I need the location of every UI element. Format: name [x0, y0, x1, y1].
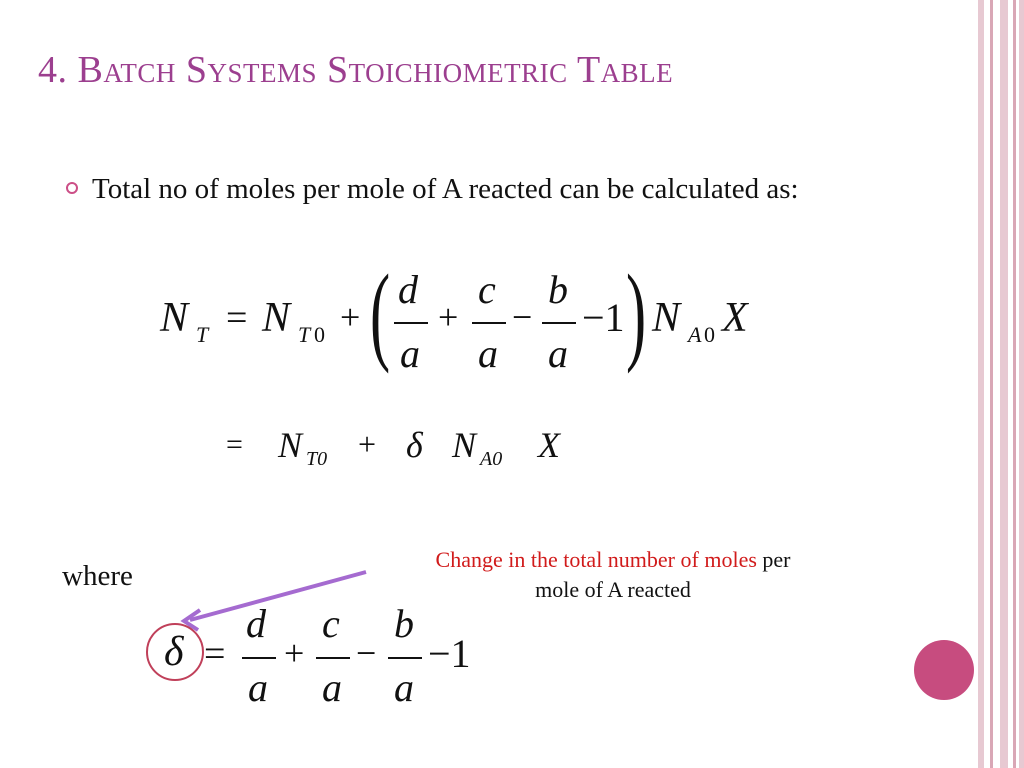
eq1-NT0-sub2: 0	[314, 322, 325, 347]
eq1-frac2-den: a	[478, 331, 498, 376]
eq2-NT0: N	[278, 425, 303, 465]
eq1-X: X	[722, 295, 748, 341]
eq1-minus: −	[512, 297, 533, 337]
eq1-frac3-num: b	[548, 267, 568, 312]
eq1-plus: +	[340, 297, 361, 337]
eq1-NT0: N	[262, 295, 291, 341]
eq1-frac3-den: a	[548, 331, 568, 376]
eq2-NA0-sub: A0	[480, 448, 503, 470]
eq1-NT: N	[160, 295, 189, 341]
eq2-equals: =	[226, 428, 243, 461]
eq2-X: X	[538, 425, 560, 465]
eq1-NA0-sub2: 0	[704, 322, 715, 347]
eq2-delta: δ	[406, 425, 423, 465]
eq1-NT-sub: T	[196, 322, 209, 347]
eq2-NT0-sub: T0	[306, 448, 328, 470]
eq3-frac1-den: a	[248, 665, 268, 710]
decorative-dot	[914, 640, 974, 700]
slide-title: 4. Batch Systems Stoichiometric Table	[38, 49, 674, 91]
eq1-frac2-num: c	[478, 267, 496, 312]
eq1-plus2: +	[438, 297, 459, 337]
eq1-NT0-sub: T	[298, 322, 311, 347]
eq3-frac3-bar	[388, 657, 422, 659]
eq3-delta: δ	[164, 629, 184, 675]
eq1-NA0: N	[652, 295, 681, 341]
eq1-equals: =	[226, 297, 248, 339]
callout-red-text: Change in the total number of moles	[435, 547, 757, 572]
eq1-minus-one: −1	[582, 295, 625, 340]
eq3-minus-one: −1	[428, 631, 471, 676]
eq2-plus: +	[358, 426, 377, 462]
eq1-left-paren: (	[370, 252, 391, 374]
eq1-right-paren: )	[626, 252, 647, 374]
where-label: where	[62, 560, 133, 592]
eq1-frac1-num: d	[398, 267, 418, 312]
eq3-frac2-den: a	[322, 665, 342, 710]
eq3-frac3-num: b	[394, 601, 414, 646]
eq3-frac1-num: d	[246, 601, 266, 646]
eq3-frac1-bar	[242, 657, 276, 659]
eq3-plus: +	[284, 633, 305, 673]
eq1-frac1-den: a	[400, 331, 420, 376]
eq3-frac2-bar	[316, 657, 350, 659]
callout-text-line2: mole of A reacted	[535, 577, 691, 602]
eq3-minus: −	[356, 633, 377, 673]
bullet-text: Total no of moles per mole of A reacted can be calculated as:	[92, 173, 799, 205]
eq1-NA0-sub: A	[688, 322, 702, 347]
eq2-NA0: N	[452, 425, 477, 465]
callout-text-line1-rest: per	[756, 547, 791, 572]
eq3-equals: =	[204, 633, 226, 675]
eq3-frac3-den: a	[394, 665, 414, 710]
eq3-frac2-num: c	[322, 601, 340, 646]
